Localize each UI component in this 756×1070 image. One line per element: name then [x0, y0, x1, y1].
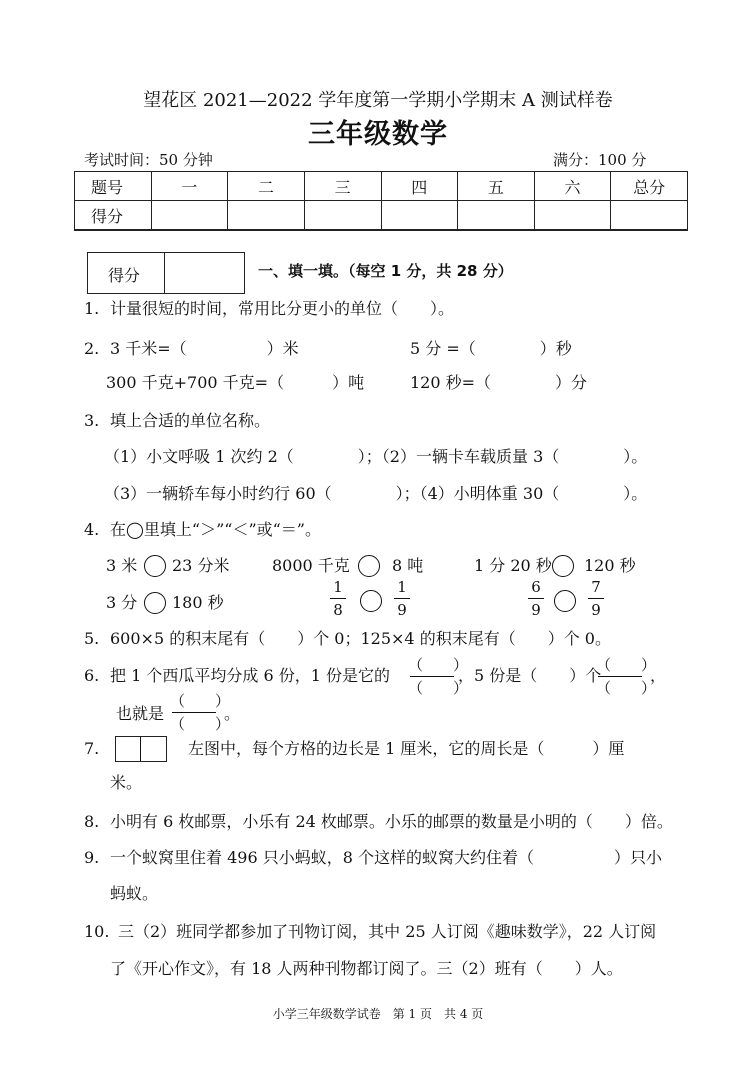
- question-2c: 300 千克+700 千克=（ ）吨: [106, 373, 365, 392]
- table-cell: 总分: [611, 172, 688, 201]
- section-score-box: [87, 252, 245, 294]
- fraction-bar: [598, 676, 642, 677]
- question-7a: 左图中，每个方格的边长是 1 厘米，它的周长是（ ）厘: [188, 739, 625, 758]
- full-score: 满分：100 分: [553, 151, 647, 169]
- question-6c: ，: [650, 666, 667, 685]
- question-number: 2.: [84, 339, 100, 358]
- score-input-cell[interactable]: [458, 201, 535, 230]
- question-2d: 120 秒=（ ）分: [410, 373, 588, 392]
- fraction-blank-denominator[interactable]: （ ）: [170, 715, 231, 733]
- score-input-cell[interactable]: [534, 201, 611, 230]
- score-input-cell[interactable]: [228, 201, 305, 230]
- section-heading: 一、填一填。（每空 1 分，共 28 分）: [258, 262, 513, 280]
- question-6b: ，5 份是（ ）个: [458, 666, 602, 685]
- question-6a: 把 1 个西瓜平均分成 6 份，1 份是它的: [110, 666, 390, 685]
- question-number: 7.: [84, 739, 100, 758]
- compare-left: 3 米: [106, 556, 138, 575]
- question-6d: 也就是: [116, 704, 165, 723]
- question-number: 4.: [84, 520, 100, 539]
- table-cell: 二: [228, 172, 305, 201]
- section-score-input[interactable]: [165, 253, 243, 293]
- question-1-text: 计量很短的时间，常用比分更小的单位（ ）。: [110, 299, 455, 318]
- fraction-numerator: 7: [591, 578, 601, 596]
- table-cell: 四: [381, 172, 458, 201]
- fraction-blank-numerator[interactable]: （ ）: [170, 692, 231, 710]
- question-10b: 了《开心作文》，有 18 人两种刊物都订阅了。三（2）班有（ ）人。: [110, 959, 623, 978]
- question-3a: （1）小文呼吸 1 次约 2（ ）；（2）一辆卡车载质量 3（ ）。: [104, 447, 648, 466]
- question-number: 3.: [84, 411, 100, 430]
- question-9a: 一个蚁窝里住着 496 只小蚂蚁，8 个这样的蚁窝大约住着（ ）只小: [110, 848, 662, 867]
- score-input-cell[interactable]: [151, 201, 228, 230]
- table-cell: 一: [151, 172, 228, 201]
- score-input-cell[interactable]: [381, 201, 458, 230]
- table-cell: 三: [304, 172, 381, 201]
- compare-right: 8 吨: [392, 556, 424, 575]
- question-number: 1.: [84, 299, 100, 318]
- exam-title: 望花区 2021—2022 学年度第一学期小学期末 A 测试样卷: [143, 90, 613, 111]
- fraction-bar: [410, 676, 454, 677]
- question-number: 5.: [84, 629, 100, 648]
- score-input-cell[interactable]: [611, 201, 688, 230]
- question-number: 9.: [84, 848, 100, 867]
- question-9b: 蚂蚁。: [110, 884, 159, 903]
- question-6e: 。: [224, 704, 241, 723]
- compare-left: 3 分: [106, 593, 138, 612]
- compare-circle[interactable]: [358, 555, 380, 577]
- table-cell: 六: [534, 172, 611, 201]
- compare-circle[interactable]: [554, 590, 576, 612]
- question-number: 10.: [84, 922, 110, 941]
- table-cell: 五: [458, 172, 535, 201]
- exam-time: 考试时间：50 分钟: [84, 151, 213, 169]
- fraction-denominator: 9: [397, 601, 407, 619]
- fraction-blank-denominator[interactable]: （ ）: [596, 679, 657, 697]
- table-cell: 得分: [75, 201, 152, 230]
- compare-left: 8000 千克: [272, 556, 350, 575]
- fraction-blank-numerator[interactable]: （ ）: [596, 656, 657, 674]
- question-number: 8.: [84, 812, 100, 831]
- compare-circle[interactable]: [144, 555, 166, 577]
- subject-title: 三年级数学: [308, 119, 448, 150]
- compare-circle[interactable]: [552, 555, 574, 577]
- fraction-numerator: 6: [531, 578, 541, 596]
- fraction-numerator: 1: [333, 578, 343, 596]
- question-2b: 5 分 =（ ）秒: [410, 339, 572, 358]
- compare-circle[interactable]: [144, 592, 166, 614]
- fraction-blank-numerator[interactable]: （ ）: [408, 656, 469, 674]
- question-10a: 三（2）班同学都参加了刊物订阅，其中 25 人订阅《趣味数学》，22 人订阅: [118, 922, 657, 941]
- compare-right: 180 秒: [172, 593, 224, 612]
- fraction-bar: [394, 598, 410, 599]
- fraction-denominator: 9: [591, 601, 601, 619]
- fraction-bar: [330, 598, 346, 599]
- page-footer: 小学三年级数学试卷 第 1 页 共 4 页: [272, 1007, 484, 1021]
- score-table-score-row: [75, 201, 688, 230]
- score-table-header-row: [75, 172, 688, 201]
- fraction-numerator: 1: [397, 578, 407, 596]
- question-number: 6.: [84, 666, 100, 685]
- question-2a: 3 千米=（ ）米: [110, 339, 299, 358]
- fraction-bar: [172, 712, 216, 713]
- divider: [74, 230, 688, 231]
- question-3-text: 填上合适的单位名称。: [110, 411, 271, 430]
- question-3b: （3）一辆轿车每小时约行 60（ ）；（4）小明体重 30（ ）。: [104, 484, 648, 503]
- fraction-blank-denominator[interactable]: （ ）: [408, 679, 469, 697]
- question-4-text: 在◯里填上“＞”“＜”或“＝”。: [110, 520, 321, 539]
- compare-right: 23 分米: [172, 556, 230, 575]
- score-input-cell[interactable]: [304, 201, 381, 230]
- question-7b: 米。: [110, 773, 143, 792]
- two-squares-figure: [115, 736, 167, 762]
- compare-left: 1 分 20 秒: [474, 556, 552, 575]
- table-cell: 题号: [75, 172, 152, 201]
- compare-right: 120 秒: [584, 556, 636, 575]
- section-score-label: 得分: [108, 266, 141, 285]
- fraction-bar: [588, 598, 604, 599]
- question-8-text: 小明有 6 枚邮票，小乐有 24 枚邮票。小乐的邮票的数量是小明的（ ）倍。: [110, 812, 673, 831]
- compare-circle[interactable]: [360, 590, 382, 612]
- divider: [140, 737, 141, 761]
- question-5-text: 600×5 的积末尾有（ ）个 0；125×4 的积末尾有（ ）个 0。: [110, 629, 611, 648]
- fraction-denominator: 8: [333, 601, 343, 619]
- fraction-denominator: 9: [531, 601, 541, 619]
- fraction-bar: [528, 598, 544, 599]
- score-table: [74, 171, 688, 230]
